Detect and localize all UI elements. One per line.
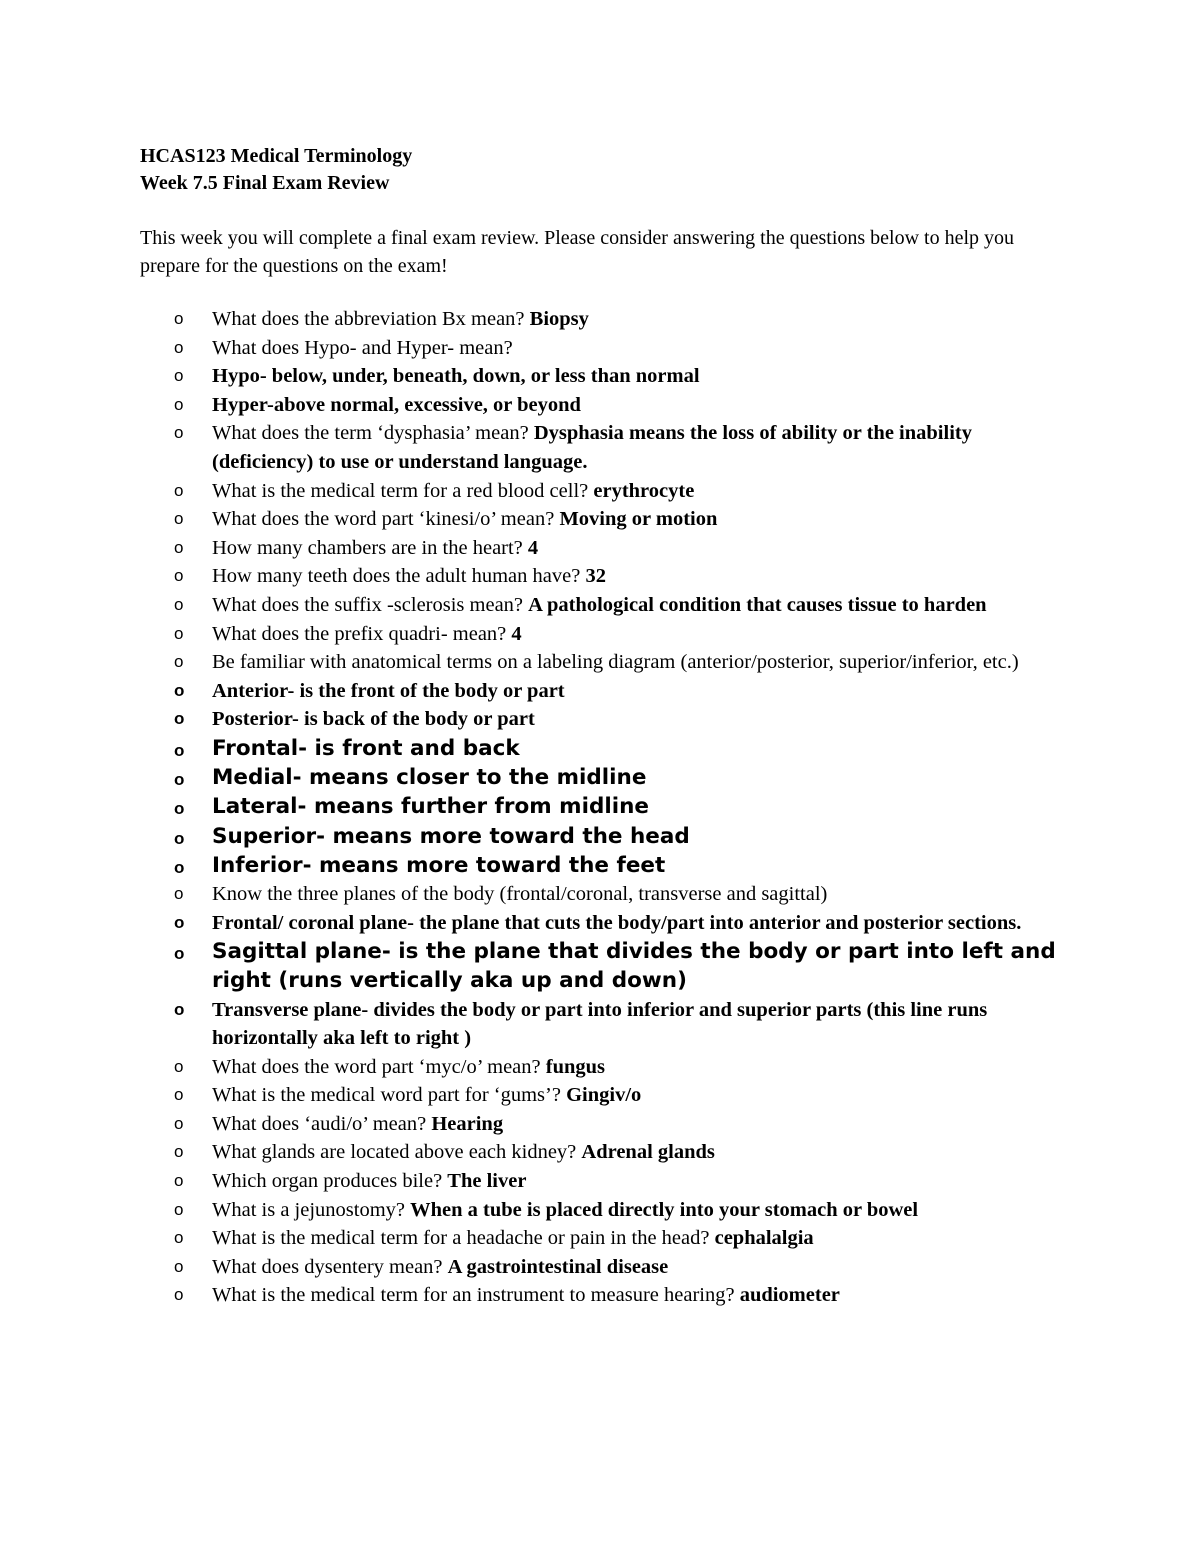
list-item (140, 822, 1070, 851)
bullet-icon: o (174, 366, 184, 386)
bullet-icon: o (174, 1056, 184, 1076)
bullet-icon: o (174, 883, 184, 903)
answer-text: A pathological condition that causes tissue to harden (528, 593, 987, 616)
question-text: What does the suffix -sclerosis mean? (212, 593, 529, 616)
question-text: What does the word part ‘kinesi/o’ mean? (212, 508, 560, 531)
list-item (140, 562, 1070, 591)
list-item (140, 534, 1070, 563)
answer-text: Hearing (431, 1112, 504, 1135)
list-item (140, 1053, 1070, 1082)
list-item (140, 1196, 1070, 1225)
answer-text: Medial- means closer to the midline (212, 765, 647, 791)
bullet-icon: o (174, 944, 185, 964)
answer-text: Frontal- is front and back (212, 735, 520, 761)
list-item (140, 851, 1070, 880)
answer-text: Hypo- below, under, beneath, down, or less than normal (212, 365, 700, 388)
intro-paragraph: This week you will complete a final exam review. Please consider answering the questions below to help you prepare for the questions on the exam! (140, 227, 1015, 277)
answer-text: cephalalgia (714, 1227, 814, 1250)
bullet-icon: o (174, 799, 185, 819)
answer-text: Moving or motion (559, 508, 718, 531)
bullet-icon: o (174, 709, 185, 729)
answer-text: 4 (511, 622, 522, 645)
question-text: How many teeth does the adult human have? (212, 565, 586, 588)
bullet-icon: o (174, 509, 184, 529)
answer-text: Adrenal glands (581, 1141, 715, 1164)
bullet-icon: o (174, 1085, 184, 1105)
bullet-icon: o (174, 423, 184, 443)
list-item (140, 937, 1070, 995)
answer-text: Biopsy (529, 308, 589, 330)
list-item (140, 648, 1070, 677)
question-text: What does the abbreviation Bx mean? (212, 308, 530, 330)
answer-text: 32 (585, 565, 606, 588)
question-text: What is the medical term for a headache or pain in the head? (212, 1227, 715, 1250)
question-text: Know the three planes of the body (frontal/coronal, transverse and sagittal) (212, 882, 828, 905)
bullet-icon: o (174, 1228, 184, 1248)
list-item (140, 763, 1070, 792)
list-item (140, 880, 1070, 909)
question-text: What is the medical word part for ‘gums’? (212, 1084, 567, 1107)
answer-text: Sagittal plane- is the plane that divides the body or part into left and right (runs vertically aka up and down) (212, 939, 1056, 994)
question-text: Which organ produces bile? (212, 1170, 448, 1193)
list-item (140, 477, 1070, 506)
list-item (140, 1253, 1070, 1282)
question-text: What is the medical term for an instrument to measure hearing? (212, 1284, 740, 1307)
bullet-icon: o (174, 828, 185, 848)
bullet-icon: o (174, 740, 185, 760)
answer-text: Dysphasia means the loss of ability or the inability (deficiency) to use or understand language. (212, 422, 972, 473)
list-item (140, 1167, 1070, 1196)
course-title: HCAS123 Medical Terminology (140, 145, 413, 167)
answer-text: Posterior- is back of the body or part (212, 708, 535, 731)
list-item (140, 362, 1070, 391)
question-text: What does dysentery mean? (212, 1255, 448, 1278)
question-text: How many chambers are in the heart? (212, 536, 528, 559)
list-item (140, 419, 1070, 476)
bullet-icon: o (174, 623, 184, 643)
review-list (140, 305, 1070, 1310)
answer-text: Hyper-above normal, excessive, or beyond (212, 393, 581, 416)
list-item (140, 734, 1070, 763)
answer-text: Inferior- means more toward the feet (212, 852, 666, 878)
answer-text: The liver (447, 1170, 527, 1193)
bullet-icon: o (174, 1113, 184, 1133)
list-item (140, 1224, 1070, 1253)
answer-text: 4 (527, 536, 539, 559)
page-title: Week 7.5 Final Exam Review (140, 172, 390, 194)
question-text: What does Hypo- and Hyper- mean? (212, 336, 513, 359)
list-item (140, 334, 1070, 363)
answer-text: A gastrointestinal disease (447, 1255, 669, 1278)
question-text: What is a jejunostomy? (212, 1198, 411, 1221)
bullet-icon: o (174, 309, 184, 328)
bullet-icon: o (174, 1142, 184, 1162)
answer-text: Frontal/ coronal plane- the plane that cuts the body/part into anterior and posterior sections. (212, 911, 1022, 934)
bullet-icon: o (174, 912, 185, 932)
bullet-icon: o (174, 480, 184, 500)
answer-text: erythrocyte (593, 479, 695, 502)
document-header (140, 143, 412, 197)
list-item (140, 792, 1070, 821)
bullet-icon: o (174, 337, 184, 357)
question-text: Be familiar with anatomical terms on a labeling diagram (anterior/posterior, superior/inferior, etc.) (212, 651, 1019, 674)
answer-text: Transverse plane- divides the body or part into inferior and superior parts (this line runs horizontally aka left to right ) (212, 998, 988, 1050)
bullet-icon: o (174, 394, 184, 414)
list-item (140, 505, 1070, 534)
question-text: What does the prefix quadri- mean? (212, 622, 512, 645)
bullet-icon: o (174, 566, 184, 586)
list-item (140, 1281, 1070, 1310)
list-item (140, 305, 1070, 334)
bullet-icon: o (174, 652, 184, 672)
list-item (140, 591, 1070, 620)
list-item (140, 909, 1070, 938)
question-text: What is the medical term for a red blood cell? (212, 479, 594, 502)
question-text: What does the term ‘dysphasia’ mean? (212, 422, 534, 445)
bullet-icon: o (174, 999, 185, 1019)
answer-text: Gingiv/o (566, 1084, 642, 1107)
bullet-icon: o (174, 770, 185, 790)
question-text: What does ‘audi/o’ mean? (212, 1112, 432, 1135)
answer-text: Anterior- is the front of the body or part (212, 679, 565, 702)
question-text: What does the word part ‘myc/o’ mean? (212, 1055, 546, 1078)
bullet-icon: o (174, 537, 184, 557)
bullet-icon: o (174, 1171, 184, 1191)
bullet-icon: o (174, 680, 185, 700)
answer-text: audiometer (739, 1284, 840, 1307)
list-item (140, 1138, 1070, 1167)
list-item (140, 996, 1070, 1053)
question-text: What glands are located above each kidney? (212, 1141, 582, 1164)
list-item (140, 677, 1070, 706)
list-item (140, 1110, 1070, 1139)
bullet-icon: o (174, 1199, 184, 1219)
list-item (140, 1081, 1070, 1110)
answer-text: fungus (545, 1055, 606, 1078)
bullet-icon: o (174, 1285, 184, 1305)
answer-text: When a tube is placed directly into your stomach or bowel (410, 1198, 919, 1221)
answer-text: Superior- means more toward the head (212, 823, 690, 849)
bullet-icon: o (174, 857, 185, 877)
list-item (140, 620, 1070, 649)
bullet-icon: o (174, 594, 184, 614)
answer-text: Lateral- means further from midline (212, 794, 649, 820)
list-item (140, 705, 1070, 734)
list-item (140, 391, 1070, 420)
bullet-icon: o (174, 1256, 184, 1276)
